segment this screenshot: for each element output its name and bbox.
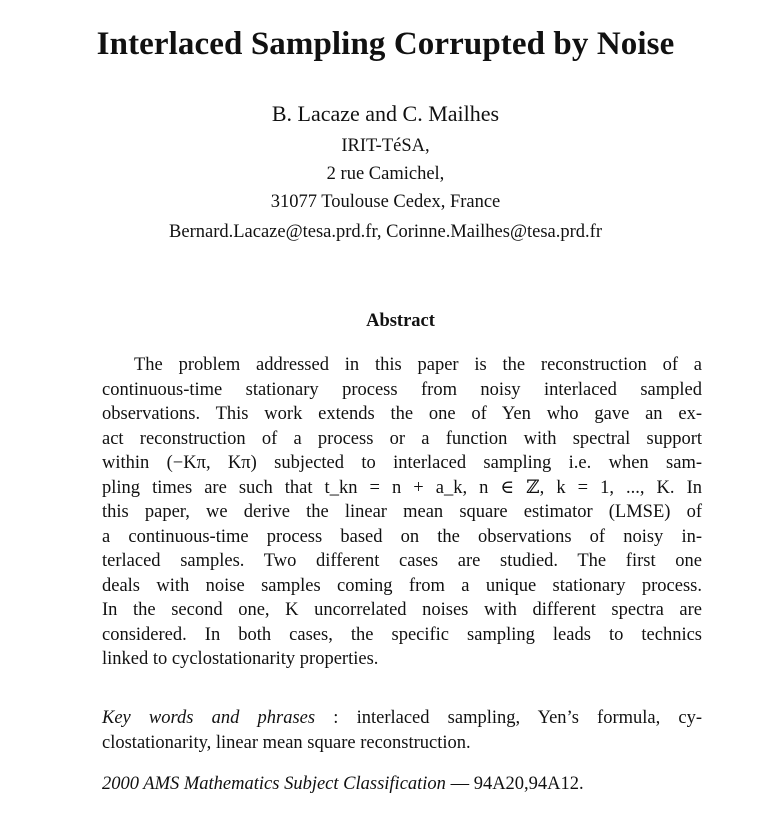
affiliation-lab: IRIT-TéSA, — [341, 136, 430, 156]
abstract-line: deals with noise samples coming from a unique stationary process. — [102, 575, 702, 596]
abstract-line: within (−Kπ, Kπ) subjected to interlaced sampling i.e. when sam- — [102, 453, 702, 473]
abstract-heading: Abstract — [366, 311, 435, 331]
abstract-line: The problem addressed in this paper is the reconstruction of a — [134, 355, 702, 375]
abstract-line: In the second one, K uncorrelated noises with different spectra are — [102, 600, 702, 620]
abstract-line: terlaced samples. Two different cases are studied. The first one — [102, 551, 702, 571]
abstract-line: this paper, we derive the linear mean square estimator (LMSE) of — [102, 502, 702, 522]
paper-title: Interlaced Sampling Corrupted by Noise — [96, 26, 675, 62]
ams-separator: — — [445, 774, 474, 794]
abstract-body — [102, 353, 702, 672]
abstract-line: continuous-time stationary process from noisy interlaced sampled — [102, 379, 702, 400]
ams-classification — [102, 774, 584, 795]
abstract-line: pling times are such that t_kn = n + a_k, n ∈ ℤ, k = 1, ..., K. In — [102, 477, 702, 498]
ams-codes: 94A20,94A12. — [473, 774, 584, 794]
keywords-separator: : — [315, 708, 357, 728]
keywords-line: clostationarity, linear mean square reconstruction. — [102, 733, 471, 753]
abstract-line: act reconstruction of a process or a function with spectral support — [102, 428, 702, 449]
abstract-line: a continuous-time process based on the observations of noisy in- — [102, 526, 702, 547]
keywords-line — [102, 706, 702, 731]
keywords-label: Key words and phrases — [102, 708, 316, 728]
author-emails: Bernard.Lacaze@tesa.prd.fr, Corinne.Mailhes@tesa.prd.fr — [169, 222, 602, 242]
abstract-line: considered. In both cases, the specific sampling leads to technics — [102, 624, 702, 645]
authors: B. Lacaze and C. Mailhes — [271, 101, 500, 126]
keywords-text: interlaced sampling, Yen’s formula, cy- — [356, 708, 703, 728]
keywords-block — [102, 706, 702, 756]
affiliation-city: 31077 Toulouse Cedex, France — [270, 192, 501, 212]
abstract-line: observations. This work extends the one of Yen who gave an ex- — [102, 404, 702, 424]
abstract-line: linked to cyclostationarity properties. — [102, 649, 379, 669]
ams-label: 2000 AMS Mathematics Subject Classification — [102, 774, 446, 794]
affiliation-street: 2 rue Camichel, — [326, 164, 445, 184]
